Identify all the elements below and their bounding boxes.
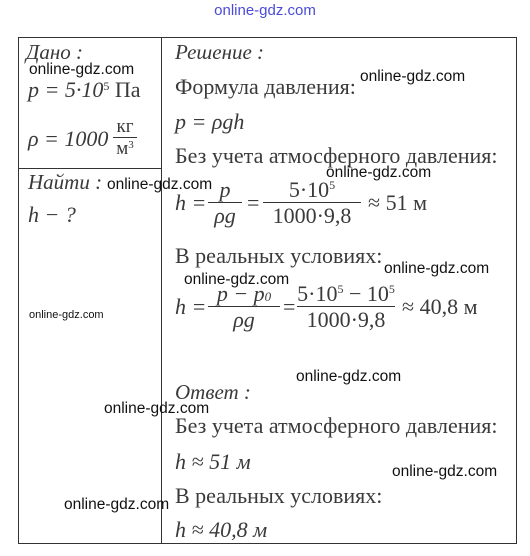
given-density [28, 127, 108, 151]
case2-fraction-symbolic [208, 282, 280, 331]
density-unit-den: $м^3$ [116, 138, 134, 159]
pressure-expression: p = 5·10 [28, 77, 104, 102]
case1-result: ≈ 51 м [368, 190, 427, 215]
watermark: online-gdz.com [104, 400, 210, 417]
watermark: online-gdz.com [360, 68, 466, 85]
watermark: online-gdz.com [384, 260, 490, 277]
density-unit-fraction [113, 117, 137, 158]
watermark: online-gdz.com [64, 496, 170, 513]
watermark: online-gdz.com [296, 368, 402, 385]
formula: p = ρgh [175, 109, 245, 134]
case1-fraction-numeric [263, 178, 361, 227]
case1-frac2-den: 1000·9,8 [272, 203, 352, 228]
case2-result: ≈ 40,8 м [402, 294, 478, 319]
pressure-unit: Па [114, 77, 141, 102]
case1-label: Без учета атмосферного давления: [175, 143, 498, 168]
row-divider [18, 168, 162, 169]
formula-label: Формула давления: [175, 74, 356, 99]
watermark: online-gdz.com [326, 164, 432, 181]
watermark: online-gdz.com [29, 309, 104, 321]
answer-heading: Ответ : [175, 380, 251, 404]
answer-line1-label: Без учета атмосферного давления: [175, 413, 498, 438]
density-expression: ρ = 1000 [28, 126, 109, 151]
find-unknown: h − ? [28, 202, 76, 227]
case1-lhs: h = [175, 190, 207, 215]
find-heading: Найти : [28, 170, 103, 194]
given-pressure [28, 78, 141, 102]
watermark: online-gdz.com [184, 271, 290, 288]
case2-frac2-den: 1000·9,8 [306, 307, 386, 332]
case1-fraction-symbolic [208, 178, 242, 227]
case2-frac2-num: $5\cdot 10^5 - 10^5$ [297, 281, 395, 306]
case1-frac1-den: ρg [214, 203, 236, 228]
answer-line1: h ≈ 51 м [175, 449, 251, 474]
case1-eq: = [247, 190, 260, 215]
pressure-exponent: 5 [103, 79, 110, 93]
watermark: online-gdz.com [392, 463, 498, 480]
solution-heading: Решение : [175, 40, 265, 64]
case1-frac2-num: $5\cdot 10^5$ [288, 177, 336, 202]
case1-frac1-num: p [219, 177, 231, 202]
column-divider [161, 37, 162, 544]
watermark: online-gdz.com [107, 176, 213, 193]
case2-eq: = [283, 294, 296, 319]
case2-lhs: h = [175, 294, 207, 319]
answer-line2-label: В реальных условиях: [175, 483, 383, 508]
case2-frac1-num: $p - p_0$ [216, 281, 272, 306]
site-header[interactable]: online-gdz.com [214, 2, 316, 19]
case2-fraction-numeric [297, 282, 395, 331]
case2-label: В реальных условиях: [175, 243, 383, 268]
watermark: online-gdz.com [29, 61, 135, 78]
density-unit-num: кг [116, 116, 134, 137]
case2-frac1-den: ρg [233, 307, 255, 332]
given-heading: Дано : [26, 40, 84, 64]
answer-line2: h ≈ 40,8 м [175, 517, 268, 542]
